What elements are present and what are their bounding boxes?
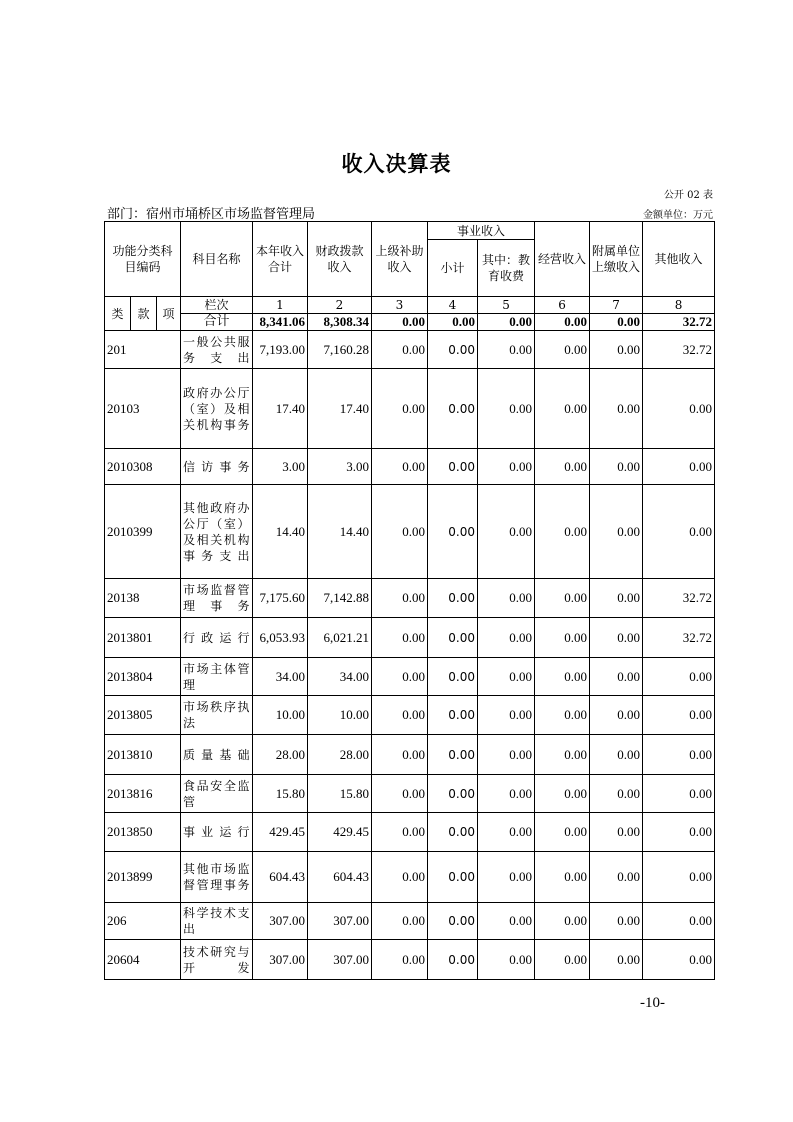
amount-cell: 307.00 xyxy=(308,940,372,980)
amount-cell: 0.00 xyxy=(643,369,715,449)
total-label: 合计 xyxy=(181,314,253,331)
func-code-cell: 206 xyxy=(105,903,181,940)
amount-cell: 0.00 xyxy=(590,813,643,852)
amount-cell: 307.00 xyxy=(253,940,308,980)
header-business: 事业收入 xyxy=(428,222,535,240)
amount-cell: 0.00 xyxy=(590,485,643,579)
amount-cell: 0.00 xyxy=(590,775,643,813)
amount-cell: 0.00 xyxy=(643,813,715,852)
amount-cell: 34.00 xyxy=(308,658,372,696)
amount-cell: 32.72 xyxy=(643,331,715,369)
amount-cell: 15.80 xyxy=(308,775,372,813)
table-row xyxy=(105,449,715,485)
func-code-cell: 20604 xyxy=(105,940,181,980)
amount-cell: 0.00 xyxy=(372,903,428,940)
header-fiscal: 财政拨款收入 xyxy=(308,222,372,297)
header-func-code: 功能分类科目编码 xyxy=(105,222,181,297)
subject-name-cell: 事业运行 xyxy=(181,813,253,852)
amount-cell: 0.00 xyxy=(478,813,535,852)
header-lanci: 栏次 xyxy=(181,297,253,314)
subject-name-cell: 食品安全监管 xyxy=(181,775,253,813)
amount-cell: 0.00 xyxy=(590,579,643,618)
table-row xyxy=(105,735,715,775)
amount-cell: 0.00 xyxy=(372,618,428,658)
amount-cell: 0.00 xyxy=(590,940,643,980)
amount-cell: 0.00 xyxy=(372,449,428,485)
table-row xyxy=(105,775,715,813)
table-row xyxy=(105,852,715,903)
amount-cell: 0.00 xyxy=(535,852,590,903)
amount-cell: 0.00 xyxy=(478,940,535,980)
amount-cell: 34.00 xyxy=(253,658,308,696)
amount-cell: 429.45 xyxy=(253,813,308,852)
amount-cell: 0.00 xyxy=(535,813,590,852)
subject-name-cell: 市场监督管理事务 xyxy=(181,579,253,618)
amount-cell: 0.00 xyxy=(428,940,478,980)
func-code-cell: 2013805 xyxy=(105,696,181,735)
income-table xyxy=(104,221,715,980)
amount-cell: 0.00 xyxy=(643,485,715,579)
page-title: 收入决算表 xyxy=(341,152,452,176)
table-row xyxy=(105,331,715,369)
col-num: 7 xyxy=(590,297,643,314)
amount-cell: 0.00 xyxy=(478,658,535,696)
col-num: 1 xyxy=(253,297,308,314)
amount-cell: 0.00 xyxy=(372,658,428,696)
table-row xyxy=(105,579,715,618)
total-cell: 0.00 xyxy=(428,314,478,331)
func-code-cell: 2013816 xyxy=(105,775,181,813)
amount-cell: 0.00 xyxy=(478,449,535,485)
amount-cell: 0.00 xyxy=(590,618,643,658)
amount-cell: 28.00 xyxy=(253,735,308,775)
amount-cell: 0.00 xyxy=(590,852,643,903)
amount-cell: 0.00 xyxy=(643,449,715,485)
amount-cell: 0.00 xyxy=(643,735,715,775)
amount-cell: 0.00 xyxy=(535,369,590,449)
amount-cell: 604.43 xyxy=(308,852,372,903)
subject-name-cell: 技术研究与开发 xyxy=(181,940,253,980)
amount-cell: 0.00 xyxy=(428,903,478,940)
header-total-income: 本年收入合计 xyxy=(253,222,308,297)
amount-cell: 0.00 xyxy=(590,449,643,485)
page-number: -10- xyxy=(640,995,665,1011)
table-row xyxy=(105,658,715,696)
amount-cell: 0.00 xyxy=(478,369,535,449)
amount-cell: 0.00 xyxy=(535,940,590,980)
amount-cell: 429.45 xyxy=(308,813,372,852)
subject-name-cell: 其他政府办公厅（室）及相关机构事务支出 xyxy=(181,485,253,579)
func-code-cell: 201 xyxy=(105,331,181,369)
header-superior: 上级补助收入 xyxy=(372,222,428,297)
total-cell: 8,308.34 xyxy=(308,314,372,331)
amount-cell: 0.00 xyxy=(535,775,590,813)
subject-name-cell: 信访事务 xyxy=(181,449,253,485)
subject-name-cell: 市场秩序执法 xyxy=(181,696,253,735)
amount-cell: 3.00 xyxy=(308,449,372,485)
func-code-cell: 20103 xyxy=(105,369,181,449)
amount-cell: 6,021.21 xyxy=(308,618,372,658)
amount-cell: 307.00 xyxy=(308,903,372,940)
header-operating: 经营收入 xyxy=(535,222,590,297)
header-other: 其他收入 xyxy=(643,222,715,297)
amount-cell: 604.43 xyxy=(253,852,308,903)
header-subject-name: 科目名称 xyxy=(181,222,253,297)
header-kuan: 款 xyxy=(131,297,157,331)
amount-cell: 7,193.00 xyxy=(253,331,308,369)
amount-cell: 17.40 xyxy=(253,369,308,449)
table-row xyxy=(105,696,715,735)
amount-cell: 0.00 xyxy=(535,449,590,485)
table-row xyxy=(105,940,715,980)
amount-cell: 0.00 xyxy=(372,331,428,369)
subject-name-cell: 政府办公厅（室）及相关机构事务 xyxy=(181,369,253,449)
amount-cell: 0.00 xyxy=(428,331,478,369)
table-row xyxy=(105,813,715,852)
amount-cell: 0.00 xyxy=(643,852,715,903)
table-row xyxy=(105,903,715,940)
amount-cell: 0.00 xyxy=(428,852,478,903)
func-code-cell: 2013850 xyxy=(105,813,181,852)
total-cell: 8,341.06 xyxy=(253,314,308,331)
amount-cell: 0.00 xyxy=(590,696,643,735)
func-code-cell: 20138 xyxy=(105,579,181,618)
amount-cell: 0.00 xyxy=(372,775,428,813)
amount-cell: 0.00 xyxy=(372,579,428,618)
amount-cell: 0.00 xyxy=(643,775,715,813)
amount-cell: 0.00 xyxy=(535,331,590,369)
subject-name-cell: 科学技术支出 xyxy=(181,903,253,940)
header-affiliated: 附属单位上缴收入 xyxy=(590,222,643,297)
form-number: 公开 02 表 xyxy=(663,190,713,201)
amount-cell: 0.00 xyxy=(478,903,535,940)
amount-cell: 0.00 xyxy=(478,775,535,813)
amount-cell: 0.00 xyxy=(372,485,428,579)
amount-cell: 0.00 xyxy=(643,696,715,735)
amount-cell: 0.00 xyxy=(428,735,478,775)
amount-cell: 0.00 xyxy=(535,658,590,696)
func-code-cell: 2010399 xyxy=(105,485,181,579)
amount-cell: 0.00 xyxy=(478,579,535,618)
amount-cell: 0.00 xyxy=(535,618,590,658)
func-code-cell: 2013801 xyxy=(105,618,181,658)
amount-cell: 0.00 xyxy=(590,331,643,369)
amount-cell: 7,160.28 xyxy=(308,331,372,369)
amount-cell: 0.00 xyxy=(372,940,428,980)
col-num: 5 xyxy=(478,297,535,314)
amount-cell: 7,175.60 xyxy=(253,579,308,618)
amount-cell: 10.00 xyxy=(308,696,372,735)
amount-cell: 0.00 xyxy=(478,696,535,735)
amount-cell: 0.00 xyxy=(535,735,590,775)
amount-cell: 0.00 xyxy=(478,485,535,579)
table-row xyxy=(105,485,715,579)
amount-cell: 0.00 xyxy=(428,579,478,618)
total-cell: 0.00 xyxy=(478,314,535,331)
amount-cell: 0.00 xyxy=(590,735,643,775)
total-cell: 32.72 xyxy=(643,314,715,331)
subject-name-cell: 一般公共服务支出 xyxy=(181,331,253,369)
amount-cell: 0.00 xyxy=(535,696,590,735)
amount-cell: 0.00 xyxy=(535,903,590,940)
col-num: 4 xyxy=(428,297,478,314)
amount-cell: 0.00 xyxy=(590,369,643,449)
table-row xyxy=(105,618,715,658)
amount-cell: 0.00 xyxy=(428,369,478,449)
amount-cell: 0.00 xyxy=(372,813,428,852)
amount-cell: 0.00 xyxy=(428,696,478,735)
amount-cell: 3.00 xyxy=(253,449,308,485)
header-edu-fee: 其中：教育收费 xyxy=(478,240,535,297)
col-num: 6 xyxy=(535,297,590,314)
amount-cell: 0.00 xyxy=(535,485,590,579)
func-code-cell: 2013804 xyxy=(105,658,181,696)
amount-unit: 金额单位：万元 xyxy=(643,210,713,221)
amount-cell: 0.00 xyxy=(590,903,643,940)
amount-cell: 0.00 xyxy=(590,658,643,696)
col-num: 2 xyxy=(308,297,372,314)
header-subtotal: 小计 xyxy=(428,240,478,297)
amount-cell: 0.00 xyxy=(372,735,428,775)
amount-cell: 0.00 xyxy=(478,852,535,903)
subject-name-cell: 市场主体管理 xyxy=(181,658,253,696)
amount-cell: 6,053.93 xyxy=(253,618,308,658)
subject-name-cell: 其他市场监督管理事务 xyxy=(181,852,253,903)
amount-cell: 0.00 xyxy=(428,485,478,579)
total-cell: 0.00 xyxy=(372,314,428,331)
amount-cell: 0.00 xyxy=(478,618,535,658)
amount-cell: 0.00 xyxy=(478,331,535,369)
amount-cell: 0.00 xyxy=(428,658,478,696)
amount-cell: 14.40 xyxy=(253,485,308,579)
subject-name-cell: 质量基础 xyxy=(181,735,253,775)
header-xiang: 项 xyxy=(157,297,181,331)
func-code-cell: 2013899 xyxy=(105,852,181,903)
func-code-cell: 2010308 xyxy=(105,449,181,485)
amount-cell: 0.00 xyxy=(478,735,535,775)
amount-cell: 10.00 xyxy=(253,696,308,735)
col-num: 3 xyxy=(372,297,428,314)
amount-cell: 0.00 xyxy=(428,618,478,658)
amount-cell: 7,142.88 xyxy=(308,579,372,618)
amount-cell: 32.72 xyxy=(643,618,715,658)
amount-cell: 14.40 xyxy=(308,485,372,579)
total-cell: 0.00 xyxy=(590,314,643,331)
amount-cell: 0.00 xyxy=(535,579,590,618)
func-code-cell: 2013810 xyxy=(105,735,181,775)
amount-cell: 0.00 xyxy=(643,903,715,940)
department-label: 部门：宿州市埇桥区市场监督管理局 xyxy=(107,207,316,222)
amount-cell: 15.80 xyxy=(253,775,308,813)
table-row xyxy=(105,369,715,449)
amount-cell: 0.00 xyxy=(643,940,715,980)
amount-cell: 0.00 xyxy=(372,369,428,449)
amount-cell: 0.00 xyxy=(428,775,478,813)
amount-cell: 0.00 xyxy=(643,658,715,696)
amount-cell: 0.00 xyxy=(428,813,478,852)
amount-cell: 0.00 xyxy=(372,852,428,903)
col-num: 8 xyxy=(643,297,715,314)
header-lei: 类 xyxy=(105,297,131,331)
amount-cell: 17.40 xyxy=(308,369,372,449)
amount-cell: 0.00 xyxy=(428,449,478,485)
total-cell: 0.00 xyxy=(535,314,590,331)
amount-cell: 28.00 xyxy=(308,735,372,775)
amount-cell: 0.00 xyxy=(372,696,428,735)
amount-cell: 32.72 xyxy=(643,579,715,618)
subject-name-cell: 行政运行 xyxy=(181,618,253,658)
amount-cell: 307.00 xyxy=(253,903,308,940)
